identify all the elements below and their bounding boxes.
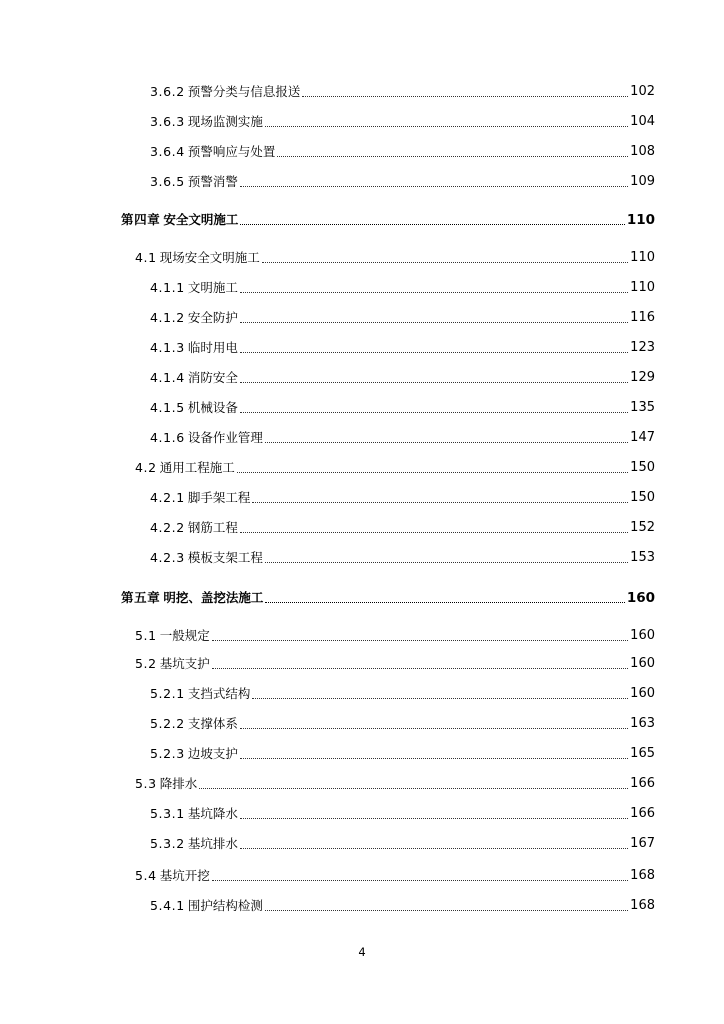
toc-entry-label bbox=[150, 549, 263, 567]
toc-dot-leader bbox=[240, 848, 628, 849]
toc-entry-number: 3.6.5 bbox=[150, 174, 185, 189]
toc-entry[interactable] bbox=[150, 805, 655, 823]
toc-entry[interactable] bbox=[150, 549, 655, 567]
toc-entry[interactable] bbox=[150, 429, 655, 447]
page-number: 4 bbox=[358, 945, 366, 959]
toc-entry-title: 边坡支护 bbox=[187, 746, 238, 761]
toc-entry-number: 4.1.2 bbox=[150, 310, 185, 325]
toc-entry-title: 支挡式结构 bbox=[187, 686, 251, 701]
toc-entry[interactable] bbox=[150, 835, 655, 853]
toc-entry-label bbox=[150, 715, 238, 733]
toc-dot-leader bbox=[265, 442, 628, 443]
toc-entry-label bbox=[150, 835, 238, 853]
toc-entry-number: 4.1.4 bbox=[150, 370, 185, 385]
toc-entry-title: 基坑降水 bbox=[187, 806, 238, 821]
toc-entry-title: 安全文明施工 bbox=[163, 212, 239, 227]
toc-entry-number: 5.3.2 bbox=[150, 836, 185, 851]
toc-entry-number: 5.1 bbox=[135, 628, 157, 643]
toc-entry-page: 135 bbox=[630, 400, 655, 415]
toc-dot-leader bbox=[240, 728, 628, 729]
toc-entry-title: 机械设备 bbox=[187, 400, 238, 415]
toc-entry-label bbox=[121, 211, 238, 229]
toc-entry-label bbox=[135, 655, 210, 673]
toc-entry-number: 4.1 bbox=[135, 250, 157, 265]
toc-entry-title: 模板支架工程 bbox=[187, 550, 263, 565]
toc-entry[interactable] bbox=[150, 399, 655, 417]
toc-dot-leader bbox=[240, 352, 628, 353]
toc-entry-number: 4.1.5 bbox=[150, 400, 185, 415]
toc-entry[interactable] bbox=[135, 627, 655, 645]
toc-entry[interactable] bbox=[150, 279, 655, 297]
toc-entry[interactable] bbox=[150, 143, 655, 161]
toc-dot-leader bbox=[240, 224, 624, 225]
toc-entry-page: 160 bbox=[630, 628, 655, 643]
toc-dot-leader bbox=[240, 758, 628, 759]
toc-entry-number: 4.2 bbox=[135, 460, 157, 475]
toc-entry[interactable] bbox=[150, 113, 655, 131]
toc-entry-page: 168 bbox=[630, 898, 655, 913]
toc-entry-label bbox=[150, 685, 250, 703]
toc-entry-label bbox=[150, 399, 238, 417]
toc-entry-label bbox=[150, 309, 238, 327]
toc-entry-page: 166 bbox=[630, 776, 655, 791]
toc-entry-number: 3.6.4 bbox=[150, 144, 185, 159]
toc-entry[interactable] bbox=[150, 339, 655, 357]
toc-entry-number: 3.6.2 bbox=[150, 84, 185, 99]
toc-entry-number: 5.2.1 bbox=[150, 686, 185, 701]
toc-entry-label bbox=[135, 867, 210, 885]
toc-entry-title: 消防安全 bbox=[187, 370, 238, 385]
toc-dot-leader bbox=[240, 818, 628, 819]
toc-entry-title: 预警消警 bbox=[187, 174, 238, 189]
toc-entry-number: 5.4.1 bbox=[150, 898, 185, 913]
toc-entry[interactable] bbox=[150, 519, 655, 537]
toc-dot-leader bbox=[212, 880, 628, 881]
toc-entry-number: 4.1.6 bbox=[150, 430, 185, 445]
toc-chapter-entry[interactable] bbox=[121, 589, 655, 607]
toc-entry[interactable] bbox=[150, 489, 655, 507]
toc-entry-title: 基坑支护 bbox=[159, 656, 210, 671]
toc-entry-title: 明挖、盖挖法施工 bbox=[163, 590, 264, 605]
toc-dot-leader bbox=[240, 186, 628, 187]
toc-entry-title: 临时用电 bbox=[187, 340, 238, 355]
toc-entry[interactable] bbox=[150, 173, 655, 191]
toc-dot-leader bbox=[240, 322, 628, 323]
toc-entry-page: 123 bbox=[630, 340, 655, 355]
toc-entry-number: 4.1.1 bbox=[150, 280, 185, 295]
toc-entry[interactable] bbox=[135, 655, 655, 673]
toc-entry-title: 支撑体系 bbox=[187, 716, 238, 731]
toc-entry-number: 4.2.2 bbox=[150, 520, 185, 535]
toc-entry-page: 160 bbox=[626, 590, 655, 606]
toc-entry-page: 110 bbox=[626, 212, 655, 228]
toc-entry-label bbox=[150, 369, 238, 387]
toc-entry[interactable] bbox=[150, 369, 655, 387]
toc-entry-label bbox=[150, 745, 238, 763]
toc-entry-page: 150 bbox=[630, 460, 655, 475]
toc-entry-page: 166 bbox=[630, 806, 655, 821]
toc-dot-leader bbox=[237, 472, 628, 473]
toc-entry-number: 4.2.1 bbox=[150, 490, 185, 505]
toc-entry-page: 160 bbox=[630, 656, 655, 671]
toc-entry-page: 153 bbox=[630, 550, 655, 565]
toc-entry-title: 降排水 bbox=[159, 776, 198, 791]
toc-entry-label bbox=[135, 249, 260, 267]
toc-entry-number: 4.2.3 bbox=[150, 550, 185, 565]
toc-entry-label bbox=[150, 805, 238, 823]
toc-dot-leader bbox=[199, 788, 628, 789]
toc-entry[interactable] bbox=[135, 867, 655, 885]
toc-entry-title: 现场安全文明施工 bbox=[159, 250, 260, 265]
toc-entry-label bbox=[150, 489, 250, 507]
toc-entry-page: 160 bbox=[630, 686, 655, 701]
toc-entry-page: 109 bbox=[630, 174, 655, 189]
toc-dot-leader bbox=[265, 562, 628, 563]
toc-dot-leader bbox=[302, 96, 628, 97]
toc-entry-number: 4.1.3 bbox=[150, 340, 185, 355]
toc-entry-number: 5.2.3 bbox=[150, 746, 185, 761]
toc-entry-title: 围护结构检测 bbox=[187, 898, 263, 913]
toc-entry-page: 168 bbox=[630, 868, 655, 883]
toc-entry-number: 第五章 bbox=[121, 590, 161, 605]
toc-dot-leader bbox=[240, 532, 628, 533]
toc-entry-title: 现场监测实施 bbox=[187, 114, 263, 129]
toc-entry-number: 第四章 bbox=[121, 212, 161, 227]
toc-entry[interactable] bbox=[135, 775, 655, 793]
toc-entry-number: 5.3 bbox=[135, 776, 157, 791]
toc-entry-title: 一般规定 bbox=[159, 628, 210, 643]
toc-entry-title: 通用工程施工 bbox=[159, 460, 235, 475]
toc-entry-page: 165 bbox=[630, 746, 655, 761]
toc-entry-label bbox=[150, 173, 238, 191]
toc-entry-label bbox=[135, 775, 197, 793]
toc-entry-page: 147 bbox=[630, 430, 655, 445]
toc-entry-title: 设备作业管理 bbox=[187, 430, 263, 445]
toc-entry-page: 116 bbox=[630, 310, 655, 325]
toc-entry-title: 预警分类与信息报送 bbox=[187, 84, 301, 99]
toc-entry-title: 安全防护 bbox=[187, 310, 238, 325]
toc-entry[interactable] bbox=[150, 745, 655, 763]
toc-entry-label bbox=[150, 279, 238, 297]
toc-entry-label bbox=[150, 113, 263, 131]
toc-dot-leader bbox=[265, 910, 628, 911]
toc-dot-leader bbox=[212, 640, 628, 641]
toc-entry-label bbox=[150, 897, 263, 915]
toc-entry[interactable] bbox=[150, 685, 655, 703]
toc-dot-leader bbox=[277, 156, 628, 157]
toc-entry-page: 167 bbox=[630, 836, 655, 851]
toc-entry[interactable] bbox=[135, 249, 655, 267]
toc-dot-leader bbox=[240, 412, 628, 413]
toc-entry-page: 129 bbox=[630, 370, 655, 385]
toc-dot-leader bbox=[265, 602, 624, 603]
toc-entry-title: 基坑开挖 bbox=[159, 868, 210, 883]
toc-entry-number: 5.3.1 bbox=[150, 806, 185, 821]
toc-dot-leader bbox=[265, 126, 628, 127]
toc-entry-number: 3.6.3 bbox=[150, 114, 185, 129]
toc-entry[interactable] bbox=[135, 459, 655, 477]
toc-entry-title: 钢筋工程 bbox=[187, 520, 238, 535]
toc-entry-title: 基坑排水 bbox=[187, 836, 238, 851]
toc-entry-page: 110 bbox=[630, 280, 655, 295]
toc-entry-page: 108 bbox=[630, 144, 655, 159]
toc-entry[interactable] bbox=[150, 715, 655, 733]
toc-entry-page: 110 bbox=[630, 250, 655, 265]
toc-entry-page: 102 bbox=[630, 84, 655, 99]
toc-entry-page: 163 bbox=[630, 716, 655, 731]
toc-entry-label bbox=[150, 143, 275, 161]
toc-entry-number: 5.2 bbox=[135, 656, 157, 671]
toc-entry-number: 5.4 bbox=[135, 868, 157, 883]
toc-dot-leader bbox=[240, 292, 628, 293]
toc-entry-label bbox=[150, 83, 300, 101]
toc-entry-number: 5.2.2 bbox=[150, 716, 185, 731]
toc-entry[interactable] bbox=[150, 83, 655, 101]
toc-entry-title: 预警响应与处置 bbox=[187, 144, 276, 159]
toc-entry[interactable] bbox=[150, 309, 655, 327]
toc-entry-label bbox=[121, 589, 263, 607]
toc-entry-page: 152 bbox=[630, 520, 655, 535]
toc-dot-leader bbox=[252, 698, 628, 699]
toc-entry-label bbox=[135, 459, 235, 477]
toc-entry-label bbox=[135, 627, 210, 645]
toc-entry-page: 104 bbox=[630, 114, 655, 129]
toc-entry-label bbox=[150, 429, 263, 447]
toc-dot-leader bbox=[262, 262, 628, 263]
toc-chapter-entry[interactable] bbox=[121, 211, 655, 229]
toc-entry-title: 文明施工 bbox=[187, 280, 238, 295]
toc-dot-leader bbox=[252, 502, 628, 503]
toc-entry-label bbox=[150, 519, 238, 537]
toc-entry-page: 150 bbox=[630, 490, 655, 505]
toc-dot-leader bbox=[212, 668, 628, 669]
toc-entry-label bbox=[150, 339, 238, 357]
toc-entry[interactable] bbox=[150, 897, 655, 915]
toc-dot-leader bbox=[240, 382, 628, 383]
toc-entry-title: 脚手架工程 bbox=[187, 490, 251, 505]
